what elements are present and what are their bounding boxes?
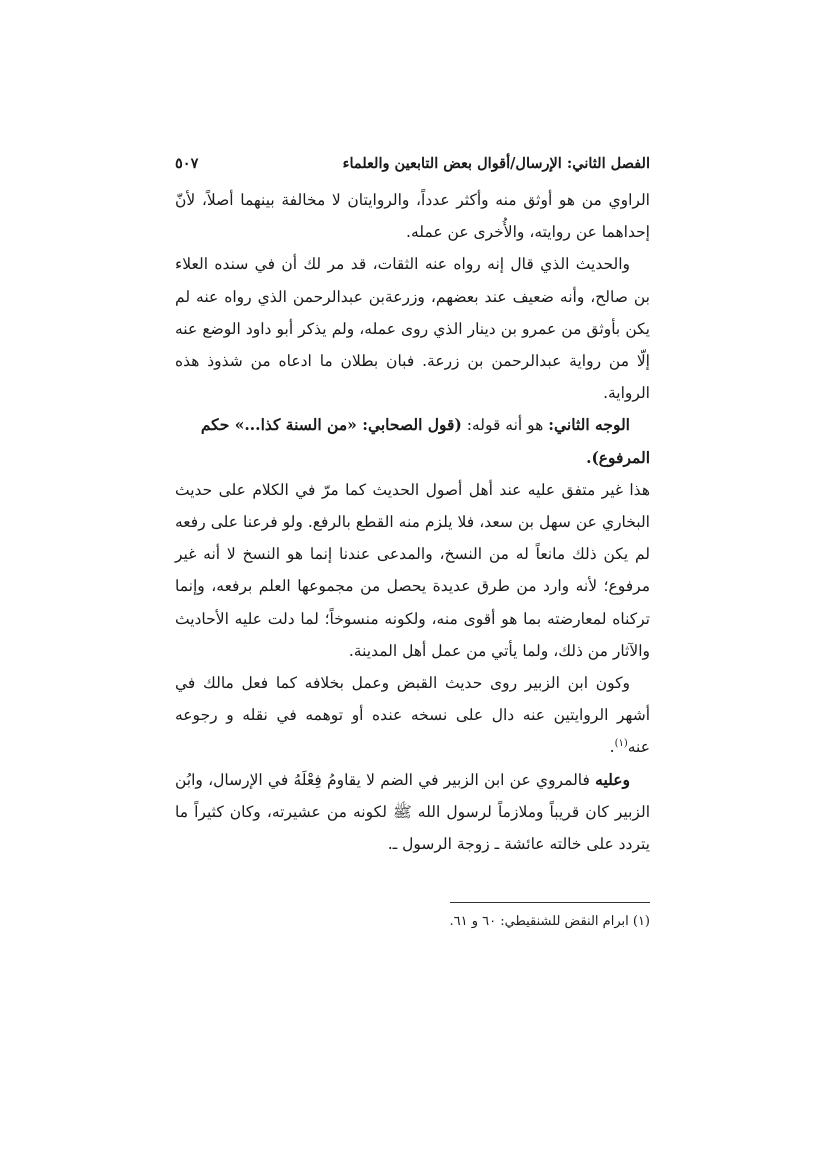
paragraph-4 bbox=[175, 667, 650, 764]
footnote bbox=[175, 912, 650, 932]
body-text bbox=[175, 184, 650, 860]
chapter-title: الفصل الثاني: الإرسال/أقوال بعض التابعين والعلماء bbox=[342, 155, 650, 172]
footnote-text: (١) ابرام النقض للشنقيطي: ٦٠ و ٦١. bbox=[449, 914, 650, 929]
page-header bbox=[175, 152, 650, 176]
paragraph-3 bbox=[175, 409, 650, 667]
paragraph-5-lead: وعليه bbox=[595, 769, 630, 789]
paragraph-3-heading-line bbox=[175, 409, 650, 473]
paragraph-1-text: الراوي من هو أوثق منه وأكثر عدداً، والروايتان لا مخالفة بينهما أصلاً، لأنّ إحداهما عن روايته، والأُخرى عن عمله. bbox=[175, 191, 650, 242]
footnote-reference[interactable]: (١) bbox=[614, 738, 628, 750]
paragraph-4-text: وكون ابن الزبير روى حديث القبض وعمل بخلافه كما فعل مالك في أشهر الروايتين عنه دال على نسخه عنده أو توهمه في نقله و رجوعه عنه bbox=[175, 674, 650, 757]
footnote-divider bbox=[450, 902, 650, 903]
paragraph-3-quote: (قول الصحابي: «من السنة كذا...» حكم المرفوع). bbox=[200, 415, 650, 467]
paragraph-3-text: هذا غير متفق عليه عند أهل أصول الحديث كما مرّ في الكلام على حديث البخاري عن سهل بن سعد، فلا يلزم منه القطع بالرفع. ولو فرعنا على رفعه لم يكن ذلك مانعاً له من النسخ، والمدعى عندنا إنما هو النسخ لا أنه غير مرفوع؛ لأنه وارد من طرق عديدة يحصل من مجموعها العلم برفعه، وإنما تركناه لمعارضته بما هو أقوى منه، ولكونه منسوخاً؛ لما دلت عليه الأحاديث والآثار من ذلك، ولما يأتي من عمل أهل المدينة. bbox=[175, 480, 650, 660]
paragraph-3-lead: الوجه الثاني: bbox=[548, 415, 630, 435]
paragraph-3-lead-plain: هو أنه قوله: bbox=[461, 416, 549, 435]
paragraph-1 bbox=[175, 184, 650, 248]
page-number: ٥٠٧ bbox=[175, 155, 199, 172]
paragraph-4-end: . bbox=[609, 738, 615, 757]
paragraph-5-text: فالمروي عن ابن الزبير في الضم لا يقاومُ فِعْلَهُ في الإرسال، وابُن الزبير كان قريباً وملازماً لرسول الله ﷺ لكونه من عشيرته، وكان كثيراً ما يتردد على خالته عائشة ـ زوجة الرسول ـ. bbox=[175, 770, 650, 854]
paragraph-2 bbox=[175, 248, 650, 409]
paragraph-2-text: والحديث الذي قال إنه رواه عنه الثقات، قد مر لك أن في سنده العلاء بن صالح، وأنه ضعيف عند بعضهم، وزرعةبن عبدالرحمن الذي رواه عنه لم يكن بأوثق من عمرو بن دينار الذي روى عمله، ولم يذكر أبو داود الوضع عنه إلّا من رواية عبدالرحمن بن زرعة. فبان بطلان ما ادعاه من شذوذ هذه الرواية. bbox=[175, 255, 650, 403]
paragraph-5 bbox=[175, 764, 650, 861]
